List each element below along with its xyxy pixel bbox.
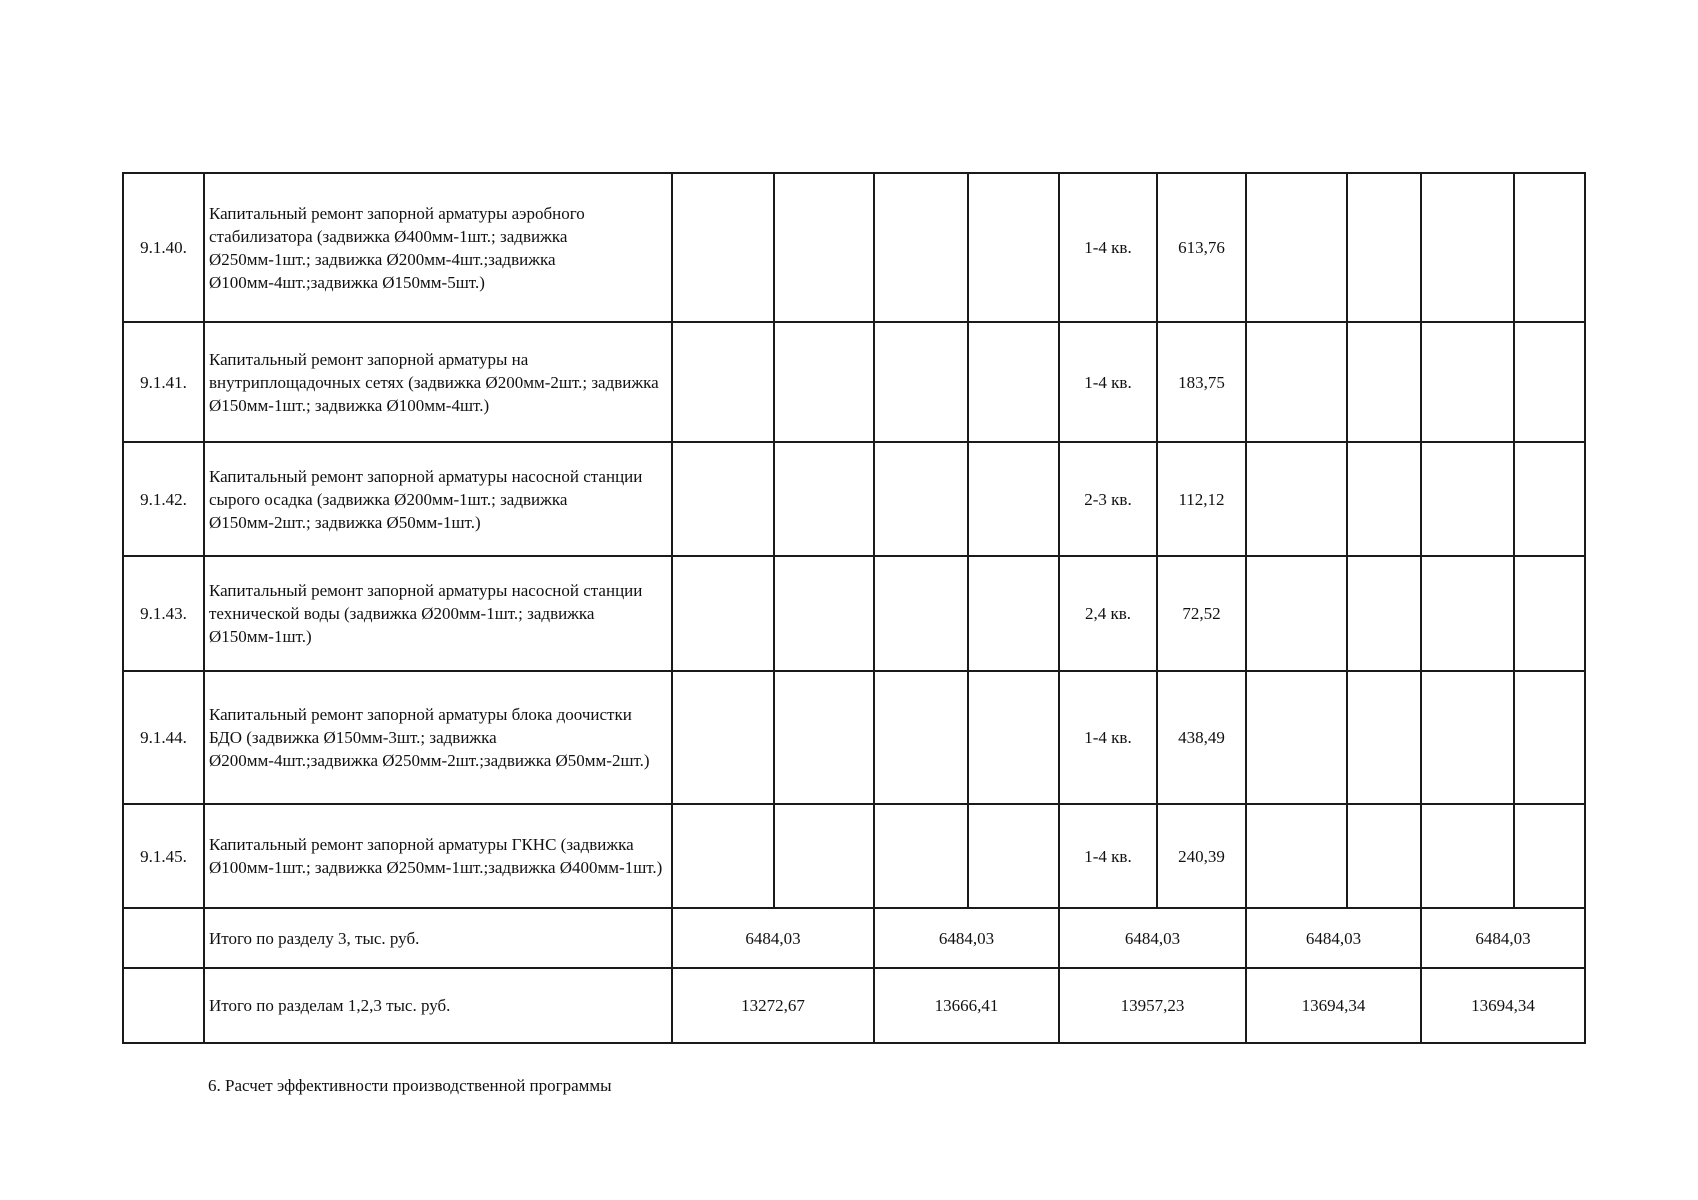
- total-value: 6484,03: [1246, 908, 1421, 968]
- total-value: 6484,03: [1059, 908, 1246, 968]
- row-number: 9.1.42.: [123, 442, 204, 556]
- row-period: 1-4 кв.: [1059, 804, 1157, 908]
- row-description: Капитальный ремонт запорной арматуры на внутриплощадочных сетях (задвижка Ø200мм-2шт.; задвижка Ø150мм-1шт.; задвижка Ø100мм-4шт.): [204, 322, 672, 442]
- row-description: Капитальный ремонт запорной арматуры аэробного стабилизатора (задвижка Ø400мм-1шт.; задвижка Ø250мм-1шт.; задвижка Ø200мм-4шт.;задвижка Ø100мм-4шт.;задвижка Ø150мм-5шт.): [204, 173, 672, 322]
- row-description: Капитальный ремонт запорной арматуры насосной станции технической воды (задвижка Ø200мм-1шт.; задвижка Ø150мм-1шт.): [204, 556, 672, 671]
- row-number: 9.1.41.: [123, 322, 204, 442]
- total-value: 13666,41: [874, 968, 1059, 1043]
- table-row: [123, 556, 1585, 671]
- row-number: 9.1.44.: [123, 671, 204, 804]
- total-value: 13694,34: [1246, 968, 1421, 1043]
- section-heading: 6. Расчет эффективности производственной программы: [208, 1076, 612, 1095]
- row-number: 9.1.45.: [123, 804, 204, 908]
- table-row: [123, 671, 1585, 804]
- row-period: 2,4 кв.: [1059, 556, 1157, 671]
- row-number: 9.1.40.: [123, 173, 204, 322]
- row-value: 240,39: [1157, 804, 1246, 908]
- total-row: [123, 968, 1585, 1043]
- row-description: Капитальный ремонт запорной арматуры ГКНС (задвижка Ø100мм-1шт.; задвижка Ø250мм-1шт.;задвижка Ø400мм-1шт.): [204, 804, 672, 908]
- total-value: 13957,23: [1059, 968, 1246, 1043]
- total-row: [123, 908, 1585, 968]
- total-value: 6484,03: [1421, 908, 1585, 968]
- table-row: [123, 322, 1585, 442]
- row-value: 438,49: [1157, 671, 1246, 804]
- total-label: Итого по разделу 3, тыс. руб.: [204, 908, 672, 968]
- row-value: 72,52: [1157, 556, 1246, 671]
- row-description: Капитальный ремонт запорной арматуры насосной станции сырого осадка (задвижка Ø200мм-1шт.; задвижка Ø150мм-2шт.; задвижка Ø50мм-1шт.): [204, 442, 672, 556]
- row-value: 112,12: [1157, 442, 1246, 556]
- total-value: 6484,03: [874, 908, 1059, 968]
- total-label: Итого по разделам 1,2,3 тыс. руб.: [204, 968, 672, 1043]
- row-value: 183,75: [1157, 322, 1246, 442]
- row-period: 1-4 кв.: [1059, 671, 1157, 804]
- row-value: 613,76: [1157, 173, 1246, 322]
- row-period: 2-3 кв.: [1059, 442, 1157, 556]
- total-value: 13694,34: [1421, 968, 1585, 1043]
- table-row: [123, 442, 1585, 556]
- program-table: [122, 172, 1586, 1044]
- row-description: Капитальный ремонт запорной арматуры блока доочистки БДО (задвижка Ø150мм-3шт.; задвижка Ø200мм-4шт.;задвижка Ø250мм-2шт.;задвижка Ø50мм-2шт.): [204, 671, 672, 804]
- table-row: [123, 173, 1585, 322]
- row-number: 9.1.43.: [123, 556, 204, 671]
- row-period: 1-4 кв.: [1059, 322, 1157, 442]
- total-value: 13272,67: [672, 968, 874, 1043]
- table-row: [123, 804, 1585, 908]
- total-value: 6484,03: [672, 908, 874, 968]
- row-period: 1-4 кв.: [1059, 173, 1157, 322]
